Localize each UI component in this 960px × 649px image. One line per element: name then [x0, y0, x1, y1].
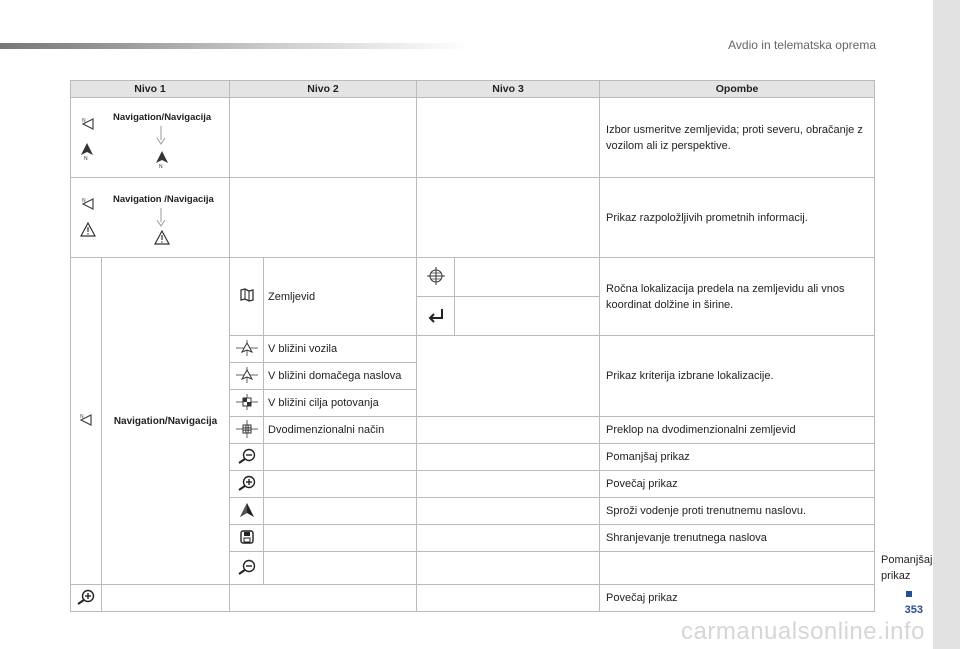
- north-arrow-icon: [80, 142, 94, 163]
- page-header-title: Avdio in telematska oprema: [728, 38, 876, 52]
- page-side-strip: [933, 0, 960, 649]
- level2-icon-cell: [230, 525, 264, 552]
- zoom-out-icon[interactable]: [237, 559, 257, 578]
- level3-cell-empty: [417, 178, 600, 258]
- column-header-notes: Opombe: [600, 81, 875, 98]
- connector-arrow-icon: [156, 208, 166, 231]
- return-icon[interactable]: [427, 307, 445, 326]
- level2-label-cell: Zemljevid: [264, 258, 417, 336]
- destination-position-icon[interactable]: [235, 393, 259, 414]
- svg-text:N: N: [84, 156, 88, 160]
- zoom-in-icon[interactable]: [237, 475, 257, 494]
- level3-cell-empty: [417, 98, 600, 178]
- note-cell: Pomanjšaj prikaz: [600, 444, 875, 471]
- vehicle-position-icon[interactable]: [235, 339, 259, 360]
- note-cell: Sproži vodenje proti trenutnemu naslovu.: [600, 498, 875, 525]
- table-row-map-localize: [71, 258, 875, 297]
- note-cell: Izbor usmeritve zemljevida; proti severu, obračanje z vozilom ali iz perspektive.: [600, 98, 875, 178]
- watermark: carmanualsonline.info: [681, 618, 925, 645]
- level3-text-cell-empty: [455, 297, 600, 336]
- level3-cell-empty: [600, 552, 875, 585]
- navigation-north-icon: [80, 196, 96, 215]
- level2-label-cell-empty: [264, 498, 417, 525]
- level1-label: Navigation/Navigacija: [113, 416, 218, 427]
- column-header-level2: Nivo 2: [230, 81, 417, 98]
- level1-label: Navigation/Navigacija: [113, 112, 212, 123]
- map-icon[interactable]: [239, 287, 255, 306]
- page-number: 353: [904, 604, 923, 616]
- note-cell: Preklop na dvodimenzionalni zemljevid: [600, 417, 875, 444]
- level3-cell-empty: [417, 585, 600, 612]
- level2-icon-cell: [230, 471, 264, 498]
- guidance-arrow-icon[interactable]: [239, 502, 255, 521]
- level3-cell-empty: [417, 525, 600, 552]
- column-header-level1: Nivo 1: [71, 81, 230, 98]
- note-cell: Shranjevanje trenutnega naslova: [600, 525, 875, 552]
- home-position-icon[interactable]: [235, 366, 259, 387]
- navigation-north-icon: [78, 412, 94, 431]
- table-row-orientation: [71, 98, 875, 178]
- level1-icon-cell: [71, 585, 102, 612]
- level2-icon-cell: [230, 336, 264, 363]
- level2-icon-cell: [230, 498, 264, 525]
- note-cell: Prikaz razpoložljivih prometnih informacij.: [600, 178, 875, 258]
- zoom-in-icon[interactable]: [76, 589, 96, 608]
- level1-icon-cell: [230, 552, 264, 585]
- connector-arrow-icon: [156, 126, 166, 149]
- level3-cell-empty: [417, 417, 600, 444]
- navigation-north-icon: [80, 116, 96, 135]
- level1-label-cell: [102, 258, 230, 585]
- note-cell: Povečaj prikaz: [600, 471, 875, 498]
- level2-icon-cell: [230, 390, 264, 417]
- svg-text:N: N: [82, 118, 86, 124]
- level2-label-cell: V bližini cilja potovanja: [264, 390, 417, 417]
- level2-icon-cell: [230, 444, 264, 471]
- svg-text:N: N: [82, 198, 86, 204]
- note-cell: Prikaz kriterija izbrane lokalizacije.: [600, 336, 875, 417]
- level1-label: Navigation /Navigacija: [113, 194, 214, 205]
- level3-icon-cell: [417, 297, 455, 336]
- level1-cell: [71, 178, 230, 258]
- svg-text:N: N: [159, 164, 163, 168]
- table-row-traffic: [71, 178, 875, 258]
- level1-cell: [71, 98, 230, 178]
- level1-icon-cell: [71, 258, 102, 585]
- zoom-out-icon[interactable]: [237, 448, 257, 467]
- level2-icon-cell: [230, 417, 264, 444]
- svg-text:N: N: [80, 413, 84, 420]
- warning-triangle-icon: [80, 222, 96, 240]
- level2-cell-empty: [230, 585, 417, 612]
- north-arrow-icon: [155, 150, 169, 171]
- level3-cell-empty: [417, 444, 600, 471]
- level2-label-cell: V bližini vozila: [264, 336, 417, 363]
- crosshair-globe-icon[interactable]: [426, 266, 446, 289]
- level2-label-cell-empty: [264, 471, 417, 498]
- table-row-top-zoom-out: Pomanjšaj prikaz: [71, 552, 875, 585]
- level2-label-cell-empty: [264, 525, 417, 552]
- page-marker: [906, 591, 912, 597]
- table-row-top-zoom-in: [71, 585, 875, 612]
- table-header-row: [71, 81, 875, 98]
- level2-cell-empty: [417, 552, 600, 585]
- note-cell: Povečaj prikaz: [600, 585, 875, 612]
- level1-label-cell-empty: [264, 552, 417, 585]
- level3-text-cell-empty: [455, 258, 600, 297]
- level1-label-cell-empty: [102, 585, 230, 612]
- level2-icon-cell: [230, 258, 264, 336]
- level2-icon-cell: [230, 363, 264, 390]
- level3-icon-cell: [417, 258, 455, 297]
- save-icon[interactable]: [239, 529, 255, 548]
- header-gradient-bar: [0, 43, 470, 49]
- warning-triangle-icon: [154, 230, 170, 248]
- level2-cell-empty: [230, 98, 417, 178]
- column-header-level3: Nivo 3: [417, 81, 600, 98]
- level3-cell-empty: [417, 336, 600, 417]
- note-cell: Ročna lokalizacija predela na zemljevidu ali vnos koordinat dolžine in širine.: [600, 258, 875, 336]
- level3-cell-empty: [417, 498, 600, 525]
- level3-cell-empty: [417, 471, 600, 498]
- level2-label-cell: Dvodimenzionalni način: [264, 417, 417, 444]
- 2d-grid-icon[interactable]: [235, 420, 259, 441]
- level2-label-cell-empty: [264, 444, 417, 471]
- level2-cell-empty: [230, 178, 417, 258]
- level2-label-cell: V bližini domačega naslova: [264, 363, 417, 390]
